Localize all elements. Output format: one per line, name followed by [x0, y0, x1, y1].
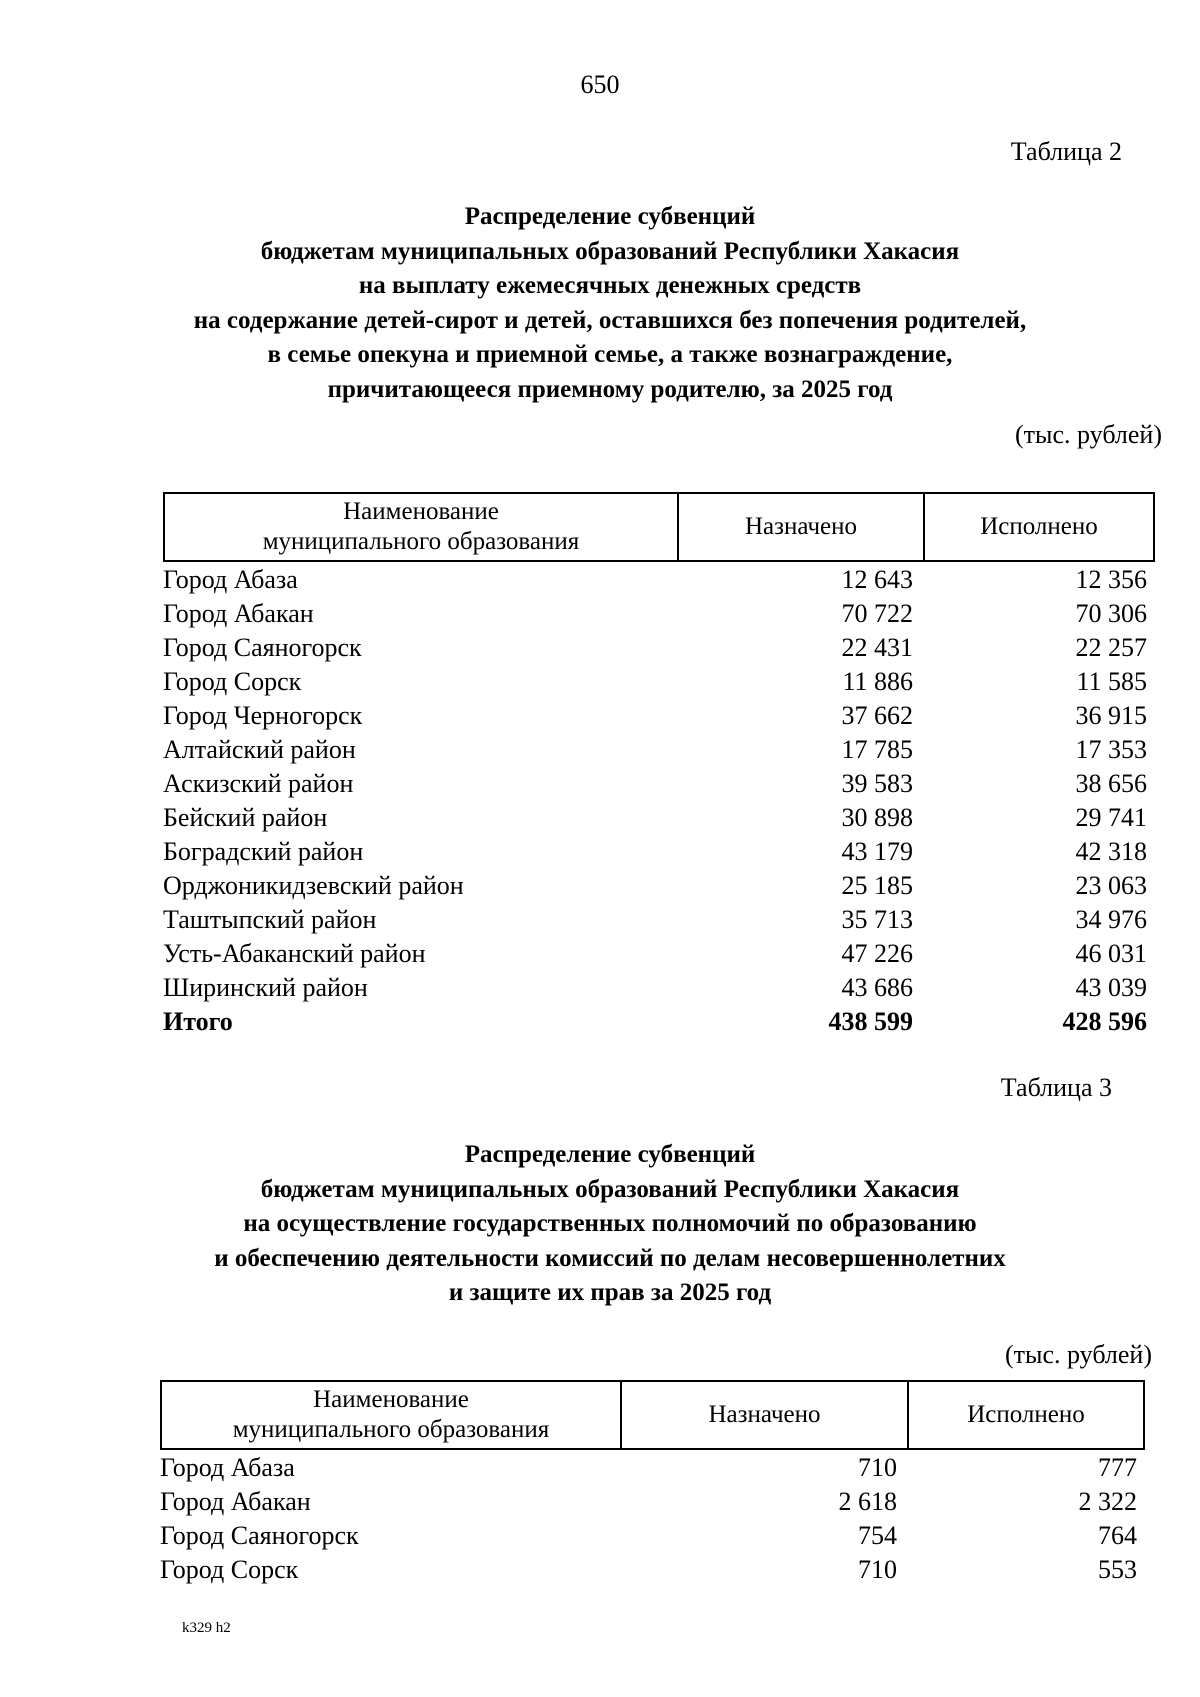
table3-title-line: на осуществление государственных полномочий по образованию — [243, 1210, 977, 1237]
table3-title — [0, 1138, 1200, 1311]
row-executed: 70 306 — [1075, 599, 1147, 628]
row-name: Бейский район — [163, 803, 328, 832]
table2-title-line: Распределение субвенций — [464, 203, 756, 230]
row-name: Город Сорск — [160, 1555, 299, 1584]
row-name: Алтайский район — [163, 735, 356, 764]
table-row — [163, 937, 1155, 971]
row-executed: 29 741 — [1075, 803, 1147, 832]
row-executed: 17 353 — [1075, 735, 1147, 764]
table2-label: Таблица 2 — [1010, 137, 1122, 166]
table-row — [163, 631, 1155, 665]
table-row — [163, 733, 1155, 767]
table2-title-line: в семье опекуна и приемной семье, а также вознаграждение, — [267, 341, 953, 368]
row-executed: 553 — [1098, 1555, 1137, 1584]
row-executed: 36 915 — [1075, 701, 1147, 730]
table3-unit: (тыс. рублей) — [1004, 1340, 1152, 1369]
column-header-assigned: Назначено — [678, 493, 924, 561]
row-assigned: 39 583 — [841, 769, 913, 798]
row-assigned: 2 618 — [838, 1487, 897, 1516]
header-name-line: муниципального образования — [262, 528, 580, 555]
table-row — [163, 801, 1155, 835]
row-executed: 46 031 — [1075, 939, 1147, 968]
row-name: Ширинский район — [163, 973, 368, 1002]
table-row — [163, 835, 1155, 869]
row-assigned: 47 226 — [841, 939, 913, 968]
header-name-line: муниципального образования — [232, 1416, 550, 1443]
column-header-name — [161, 1381, 621, 1449]
table-row — [163, 563, 1155, 597]
table-row — [163, 767, 1155, 801]
row-assigned: 43 686 — [841, 973, 913, 1002]
table2-title-line: причитающееся приемному родителю, за 2025 год — [327, 375, 893, 403]
row-assigned: 70 722 — [841, 599, 913, 628]
table3-label: Таблица 3 — [1000, 1073, 1112, 1102]
row-assigned: 43 179 — [841, 837, 913, 866]
row-name: Город Абаза — [160, 1453, 295, 1482]
table-row — [163, 665, 1155, 699]
row-assigned: 710 — [858, 1453, 897, 1482]
row-name: Город Черногорск — [163, 701, 363, 730]
row-assigned: 30 898 — [841, 803, 913, 832]
table-row — [163, 869, 1155, 903]
row-name: Боградский район — [163, 837, 364, 866]
row-name: Город Саяногорск — [160, 1521, 359, 1550]
row-assigned: 754 — [858, 1521, 897, 1550]
row-executed: 22 257 — [1075, 633, 1147, 662]
row-name: Город Абакан — [163, 599, 314, 628]
header-name-line: Наименование — [343, 498, 499, 525]
row-name: Орджоникидзевский район — [163, 871, 464, 900]
table3-title-line: и обеспечению деятельности комиссий по делам несовершеннолетних — [214, 1244, 1006, 1272]
table2-body — [163, 563, 1155, 1039]
row-executed: 43 039 — [1075, 973, 1147, 1002]
row-name: Город Абаза — [163, 565, 298, 594]
row-executed: 42 318 — [1075, 837, 1147, 866]
row-assigned: 710 — [858, 1555, 897, 1584]
table3-title-line: Распределение субвенций — [464, 1141, 756, 1168]
header-name-line: Наименование — [313, 1386, 469, 1413]
row-name: Город Саяногорск — [163, 633, 362, 662]
table-row — [163, 971, 1155, 1005]
row-assigned: 12 643 — [841, 565, 913, 594]
row-name: Усть-Абаканский район — [163, 939, 426, 968]
table2-title-line: на содержание детей-сирот и детей, оставшихся без попечения родителей, — [193, 306, 1027, 334]
row-executed: 38 656 — [1075, 769, 1147, 798]
row-assigned: 11 886 — [842, 667, 913, 696]
row-executed: 764 — [1098, 1521, 1137, 1550]
table-row — [163, 699, 1155, 733]
table-row — [160, 1553, 1145, 1587]
table2-title-line: на выплату ежемесячных денежных средств — [358, 272, 862, 299]
row-executed: 11 585 — [1076, 667, 1147, 696]
row-executed: 34 976 — [1075, 905, 1147, 934]
total-executed: 428 596 — [1062, 1007, 1147, 1036]
table2-unit: (тыс. рублей) — [1014, 420, 1162, 449]
column-header-executed: Исполнено — [924, 493, 1154, 561]
total-assigned: 438 599 — [828, 1007, 913, 1036]
table2-title-line: бюджетам муниципальных образований Республики Хакасия — [260, 237, 960, 265]
footer-code: k329 h2 — [182, 1620, 231, 1636]
table-row — [160, 1451, 1145, 1485]
row-assigned: 17 785 — [841, 735, 913, 764]
table2-header — [163, 492, 1155, 562]
table-row — [163, 597, 1155, 631]
row-executed: 2 322 — [1078, 1487, 1137, 1516]
row-assigned: 22 431 — [841, 633, 913, 662]
page-number: 650 — [580, 70, 620, 99]
row-name: Таштыпский район — [163, 905, 377, 934]
row-executed: 23 063 — [1075, 871, 1147, 900]
column-header-name — [164, 493, 678, 561]
row-executed: 777 — [1098, 1453, 1137, 1482]
table-row — [160, 1485, 1145, 1519]
column-header-assigned: Назначено — [621, 1381, 908, 1449]
row-name: Аскизский район — [163, 769, 354, 798]
total-name: Итого — [163, 1007, 233, 1036]
table-row — [163, 903, 1155, 937]
table2-title — [0, 200, 1200, 407]
table3-body — [160, 1451, 1145, 1587]
row-assigned: 37 662 — [841, 701, 913, 730]
total-row — [163, 1005, 1155, 1039]
table3-header — [160, 1380, 1145, 1450]
row-name: Город Абакан — [160, 1487, 311, 1516]
row-assigned: 25 185 — [841, 871, 913, 900]
column-header-executed: Исполнено — [908, 1381, 1144, 1449]
row-name: Город Сорск — [163, 667, 302, 696]
row-executed: 12 356 — [1075, 565, 1147, 594]
table3-title-line: и защите их прав за 2025 год — [448, 1279, 772, 1306]
row-assigned: 35 713 — [841, 905, 913, 934]
table-row — [160, 1519, 1145, 1553]
table3-title-line: бюджетам муниципальных образований Республики Хакасия — [260, 1175, 960, 1203]
